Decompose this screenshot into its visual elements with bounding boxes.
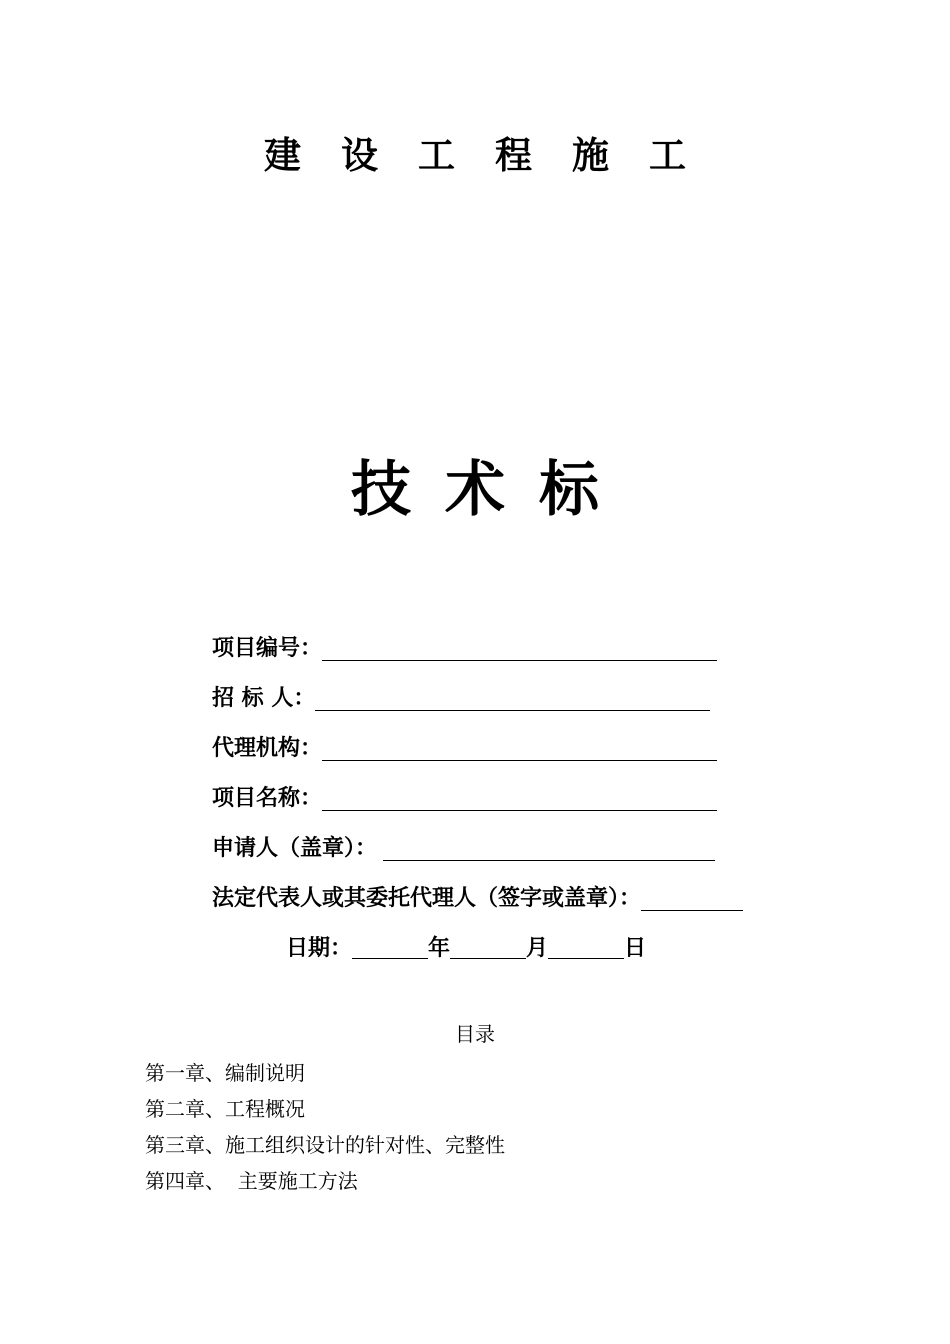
tenderer-field bbox=[212, 682, 710, 714]
toc-item[interactable]: 第二章、工程概况 bbox=[145, 1097, 305, 1121]
project-name-blank[interactable] bbox=[322, 786, 717, 811]
toc-item[interactable]: 第一章、编制说明 bbox=[145, 1061, 305, 1085]
representative-field bbox=[212, 882, 743, 914]
date-field bbox=[286, 928, 646, 962]
tenderer-blank[interactable] bbox=[315, 686, 710, 711]
date-label: 日期： bbox=[286, 936, 353, 961]
toc-item[interactable]: 第四章、 主要施工方法 bbox=[145, 1169, 358, 1193]
agency-field bbox=[212, 732, 717, 764]
applicant-blank[interactable] bbox=[383, 836, 715, 861]
document-subtitle: 建设工程施工 bbox=[264, 134, 726, 177]
date-day-blank[interactable] bbox=[548, 934, 624, 959]
representative-label: 法定代表人或其委托代理人（签字或盖章）： bbox=[212, 886, 642, 911]
tenderer-label: 招 标 人： bbox=[212, 686, 316, 711]
representative-blank[interactable] bbox=[641, 886, 743, 911]
project-number-field bbox=[212, 632, 717, 664]
toc-item[interactable]: 第三章、施工组织设计的针对性、完整性 bbox=[145, 1133, 505, 1157]
applicant-field bbox=[212, 832, 715, 864]
project-name-field bbox=[212, 782, 717, 814]
project-number-blank[interactable] bbox=[322, 636, 717, 661]
agency-label: 代理机构： bbox=[212, 736, 323, 761]
date-year-blank[interactable] bbox=[352, 934, 428, 959]
project-number-label: 项目编号： bbox=[212, 636, 323, 661]
toc-heading: 目录 bbox=[455, 1022, 495, 1046]
date-day-label: 日 bbox=[624, 936, 647, 961]
project-name-label: 项目名称： bbox=[212, 786, 323, 811]
agency-blank[interactable] bbox=[322, 736, 717, 761]
applicant-label: 申请人（盖章）： bbox=[212, 836, 378, 861]
date-month-label: 月 bbox=[526, 936, 549, 961]
document-title: 技术标 bbox=[351, 455, 633, 525]
date-month-blank[interactable] bbox=[450, 934, 526, 959]
toc-list bbox=[145, 1055, 505, 1199]
date-year-label: 年 bbox=[428, 936, 451, 961]
